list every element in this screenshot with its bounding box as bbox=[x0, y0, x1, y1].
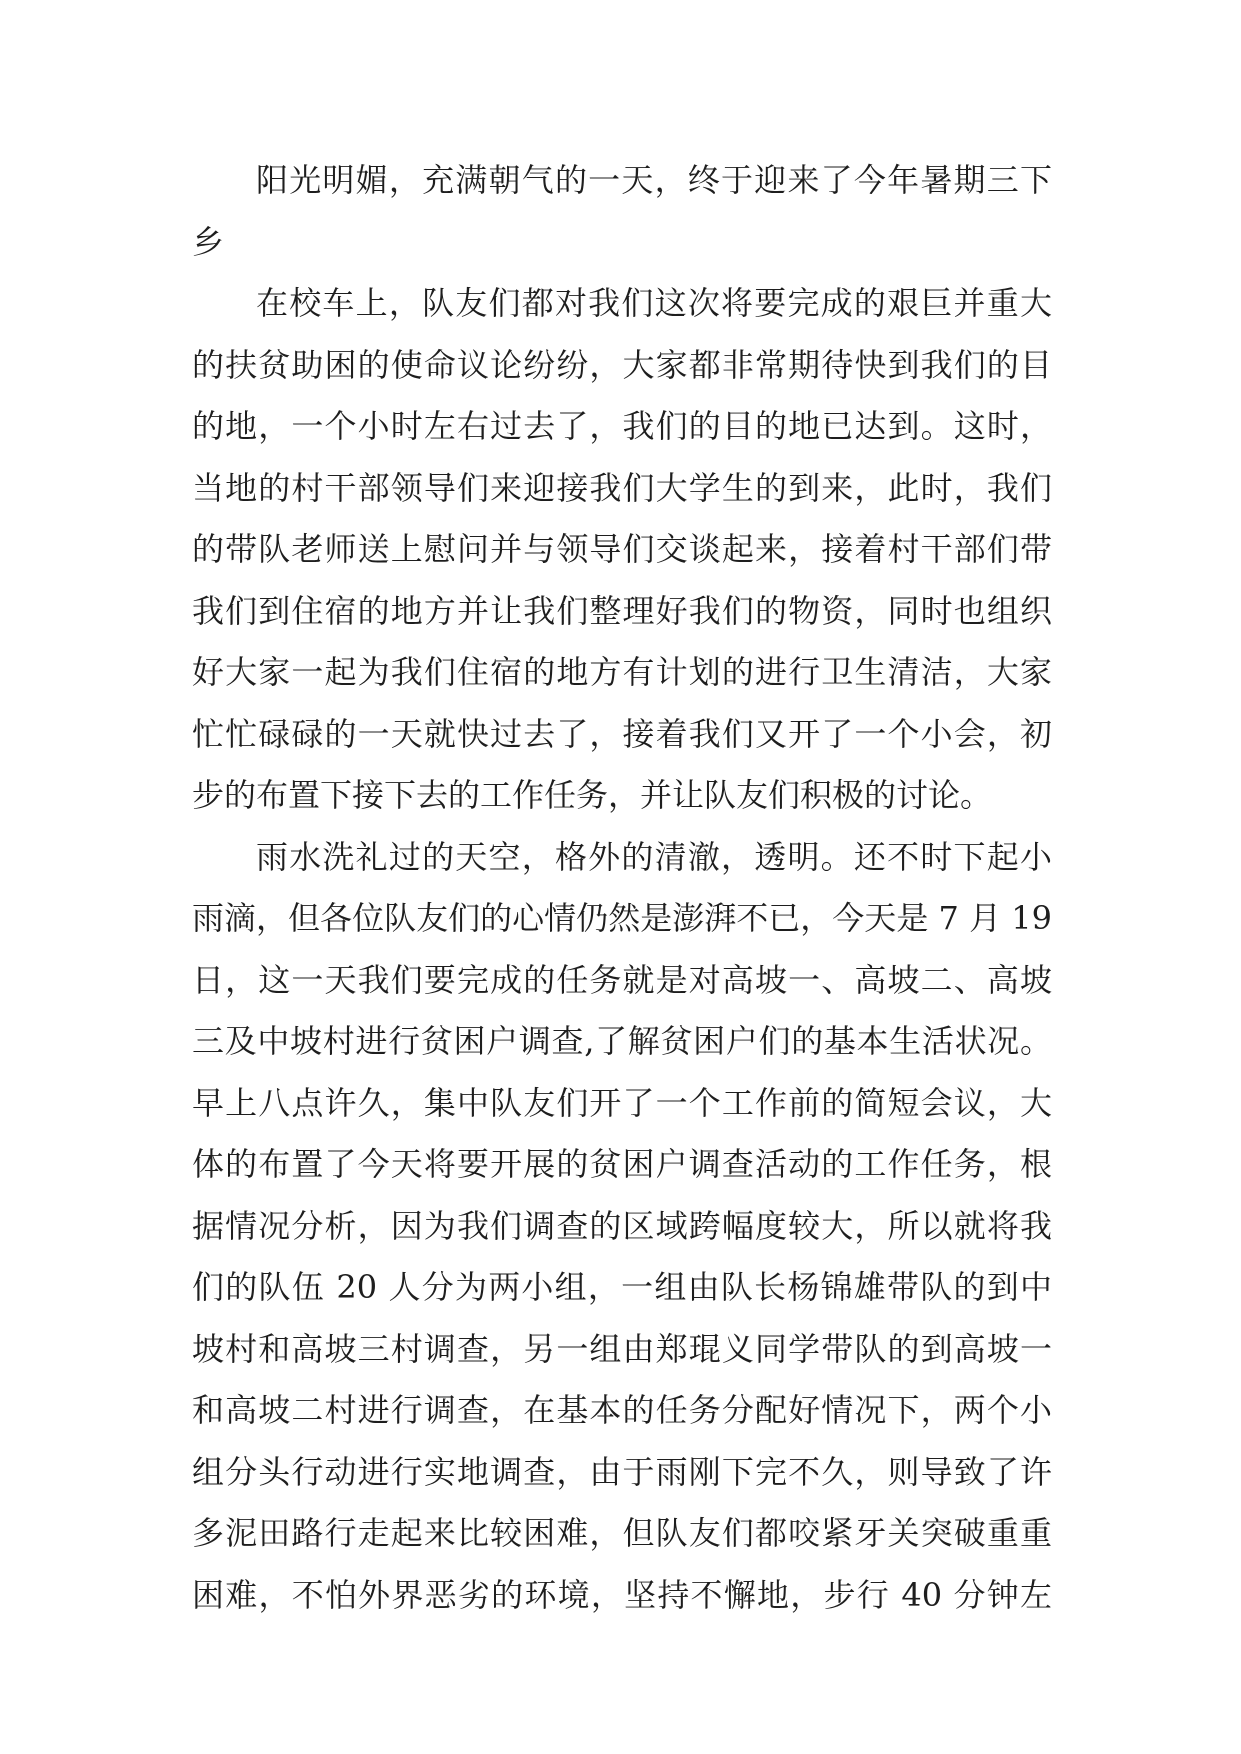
paragraph-2-line-1: 在校车上，队友们都对我们这次将要完成的艰巨并重大 bbox=[256, 284, 1052, 322]
paragraph-3-line-11: 组分头行动进行实地调查，由于雨刚下完不久，则导致了许 bbox=[192, 1452, 1052, 1491]
paragraph-2-line-8: 忙忙碌碌的一天就快过去了，接着我们又开了一个小会，初 bbox=[192, 714, 1052, 753]
paragraph-3-line-6: 体的布置了今天将要开展的贫困户调查活动的工作任务，根 bbox=[192, 1145, 1052, 1183]
paragraph-2-line-5: 的带队老师送上慰问并与领导们交谈起来，接着村干部们带 bbox=[192, 530, 1052, 568]
paragraph-3-line-3: 日，这一天我们要完成的任务就是对高坡一、高坡二、高坡 bbox=[192, 960, 1052, 999]
paragraph-3-line-7: 据情况分析，因为我们调查的区域跨幅度较大，所以就将我 bbox=[192, 1206, 1052, 1245]
paragraph-3-line-9: 坡村和高坡三村调查，另一组由郑琨义同学带队的到高坡一 bbox=[192, 1329, 1052, 1368]
paragraph-3-line-8: 们的队伍 20 人分为两小组，一组由队长杨锦雄带队的到中 bbox=[192, 1268, 1052, 1306]
paragraph-3-line-1: 雨水洗礼过的天空，格外的清澈，透明。还不时下起小 bbox=[256, 837, 1052, 876]
paragraph-2-line-9: 步的布置下接下去的工作任务，并让队友们积极的讨论。 bbox=[192, 776, 993, 814]
paragraph-2-line-6: 我们到住宿的地方并让我们整理好我们的物资，同时也组织 bbox=[192, 591, 1052, 630]
paragraph-3-line-5: 早上八点许久，集中队友们开了一个工作前的简短会议，大 bbox=[192, 1083, 1052, 1122]
paragraph-2-line-4: 当地的村干部领导们来迎接我们大学生的到来，此时，我们 bbox=[192, 468, 1052, 507]
paragraph-2-line-3: 的地，一个小时左右过去了，我们的目的地已达到。这时， bbox=[192, 407, 1052, 445]
paragraph-1-line-1: 阳光明媚，充满朝气的一天，终于迎来了今年暑期三下 bbox=[256, 161, 1052, 199]
document-body bbox=[192, 150, 1052, 1626]
paragraph-3-line-4: 三及中坡村进行贫困户调查,了解贫困户们的基本生活状况。 bbox=[192, 1022, 1052, 1060]
paragraph-3-line-13: 困难，不怕外界恶劣的环境，坚持不懈地，步行 40 分钟左 bbox=[192, 1575, 1052, 1614]
paragraph-1-line-2: 乡 bbox=[192, 222, 225, 261]
paragraph-3-line-10: 和高坡二村进行调查，在基本的任务分配好情况下，两个小 bbox=[192, 1391, 1052, 1429]
paragraph-2-line-2: 的扶贫助困的使命议论纷纷，大家都非常期待快到我们的目 bbox=[192, 345, 1052, 384]
paragraph-3-line-2: 雨滴，但各位队友们的心情仍然是澎湃不已，今天是 7 月 19 bbox=[192, 899, 1052, 937]
paragraph-3-line-12: 多泥田路行走起来比较困难，但队友们都咬紧牙关突破重重 bbox=[192, 1514, 1052, 1552]
paragraph-2-line-7: 好大家一起为我们住宿的地方有计划的进行卫生清洁，大家 bbox=[192, 653, 1052, 691]
